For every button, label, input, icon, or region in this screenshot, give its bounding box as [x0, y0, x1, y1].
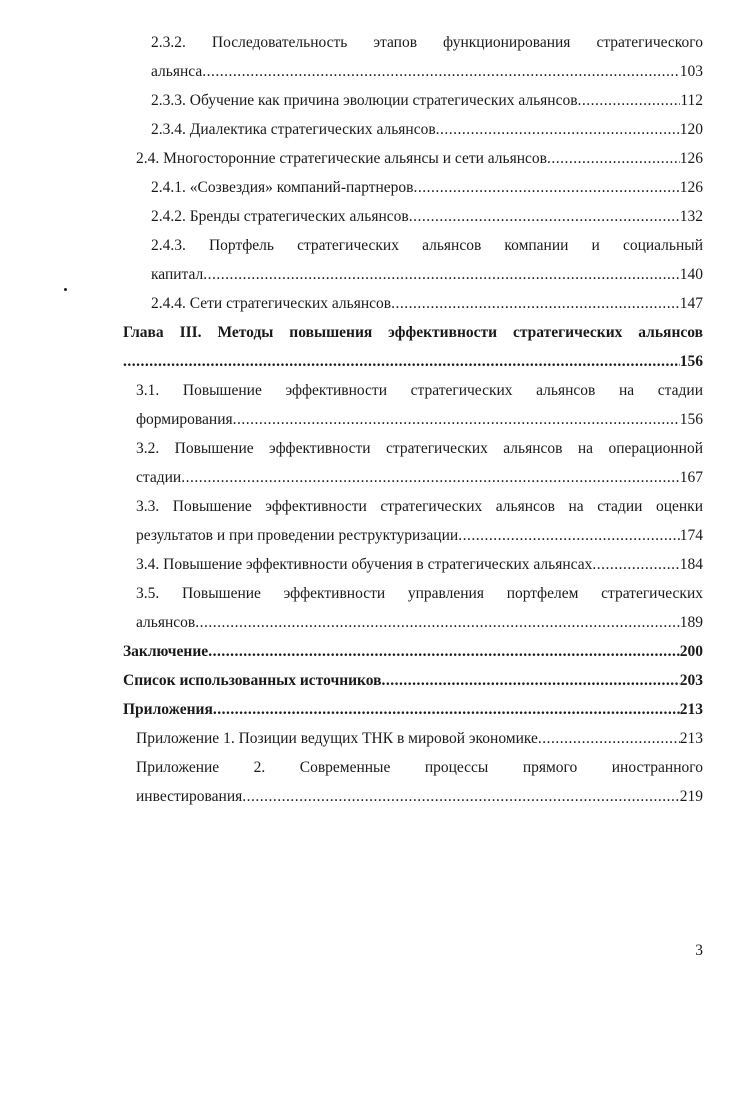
leader-dots	[242, 782, 680, 811]
toc-entry-page: 213	[679, 701, 703, 718]
toc-entry-leader-row	[123, 666, 703, 695]
toc-entry-leader-row	[151, 86, 703, 115]
toc-entry	[136, 753, 703, 811]
toc-entry-page: 120	[679, 121, 703, 138]
toc-entry	[123, 695, 703, 724]
leader-dots	[538, 724, 680, 753]
leader-dots	[213, 695, 680, 724]
toc-entry-page: 167	[679, 469, 703, 486]
leader-dots	[436, 115, 680, 144]
toc-entry-leader-row	[151, 289, 703, 318]
leader-dots	[181, 463, 680, 492]
toc-entry-title: результатов и при проведении реструктуризации	[136, 527, 459, 544]
leader-dots	[382, 666, 680, 695]
toc-entry-title: альянсов	[136, 614, 196, 631]
scan-speck	[64, 288, 67, 291]
toc-entry-leader-row	[123, 347, 703, 376]
toc-entry	[151, 173, 703, 202]
toc-entry	[136, 376, 703, 434]
toc-entry-title: 2.4.2. Бренды стратегических альянсов	[151, 208, 409, 225]
toc-entry-page: 103	[679, 63, 703, 80]
toc-entry-leader-row	[151, 202, 703, 231]
toc-entry-leader-row	[136, 463, 703, 492]
toc-entry-title-line: 3.3. Повышение эффективности стратегических альянсов на стадии оценки	[136, 498, 703, 515]
toc-entry-page: 132	[679, 208, 703, 225]
toc-entry	[151, 231, 703, 289]
toc-entry-title: Список использованных источников	[123, 672, 382, 689]
toc-entry-title: инвестирования	[136, 788, 243, 805]
toc-entry	[151, 289, 703, 318]
leader-dots	[592, 550, 679, 579]
toc-entry-leader-row	[136, 724, 703, 753]
toc-entry-leader-row	[123, 695, 703, 724]
leader-dots	[458, 521, 680, 550]
toc-entry-title-line: 3.2. Повышение эффективности стратегических альянсов на операционной	[136, 440, 703, 457]
toc-entry-page: 140	[679, 266, 703, 283]
leader-dots	[414, 173, 680, 202]
toc-entry-title-line: 3.5. Повышение эффективности управления портфелем стратегических	[136, 585, 703, 602]
leader-dots	[409, 202, 680, 231]
toc-entry-title: 3.4. Повышение эффективности обучения в стратегических альянсах	[136, 556, 593, 573]
toc-entry-title: Приложение 1. Позиции ведущих ТНК в мировой экономике	[136, 730, 538, 747]
toc-entry-title: 2.3.3. Обучение как причина эволюции стратегических альянсов	[151, 92, 578, 109]
toc-entry-title-line: 3.1. Повышение эффективности стратегических альянсов на стадии	[136, 382, 703, 399]
toc-entry-title: 2.4.4. Сети стратегических альянсов	[151, 295, 392, 312]
toc-entry-title: 2.4.1. «Созвездия» компаний-партнеров	[151, 179, 414, 196]
toc-entry	[136, 144, 703, 173]
toc-entry-title: 2.4. Многосторонние стратегические альянсы и сети альянсов	[136, 150, 547, 167]
toc-entry-title-line: 2.3.2. Последовательность этапов функционирования стратегического	[151, 34, 703, 51]
toc-entry-leader-row	[151, 260, 703, 289]
toc-entry-title: альянса	[151, 63, 203, 80]
toc-entry-leader-row	[136, 144, 703, 173]
toc-entry-page: 203	[679, 672, 703, 689]
toc-entry	[151, 202, 703, 231]
toc-entry	[136, 550, 703, 579]
toc-entry-leader-row	[136, 405, 703, 434]
toc-entry-title-line: 2.4.3. Портфель стратегических альянсов компании и социальный	[151, 237, 703, 254]
leader-dots	[233, 405, 680, 434]
toc-entry-title: формирования	[136, 411, 233, 428]
toc-entry	[123, 637, 703, 666]
leader-dots	[391, 289, 680, 318]
toc-entry-title: капитал	[151, 266, 204, 283]
toc-entry-page: 184	[679, 556, 703, 573]
toc-entry-leader-row	[136, 550, 703, 579]
toc-entry-leader-row	[136, 608, 703, 637]
toc-entry	[136, 579, 703, 637]
toc-entry-page: 213	[679, 730, 703, 747]
toc-entry-title: Приложения	[123, 701, 213, 718]
toc-entry	[151, 115, 703, 144]
toc-entry	[151, 86, 703, 115]
toc-entry-title: 2.3.4. Диалектика стратегических альянсов	[151, 121, 436, 138]
leader-dots	[202, 57, 680, 86]
toc-entry-page: 219	[679, 788, 703, 805]
leader-dots	[208, 637, 680, 666]
toc-entry-title: стадии	[136, 469, 182, 486]
toc-entry-leader-row	[151, 115, 703, 144]
toc-entry-leader-row	[136, 521, 703, 550]
toc-entry-title-line: Приложение 2. Современные процессы прямого иностранного	[136, 759, 703, 776]
toc-entry-page: 174	[679, 527, 703, 544]
toc-entry-title-line: Глава III. Методы повышения эффективности стратегических альянсов	[123, 324, 703, 341]
leader-dots	[203, 260, 679, 289]
toc-entry-page: 126	[679, 150, 703, 167]
toc-entry-page: 200	[679, 643, 703, 660]
leader-dots	[578, 86, 681, 115]
toc-entry-page: 156	[679, 353, 703, 370]
toc-entry	[151, 28, 703, 86]
toc-entry-leader-row	[151, 57, 703, 86]
toc-entry-page: 189	[679, 614, 703, 631]
toc-entry-page: 126	[679, 179, 703, 196]
leader-dots	[547, 144, 680, 173]
toc-entry	[123, 666, 703, 695]
leader-dots	[123, 347, 680, 376]
toc-entry	[136, 492, 703, 550]
leader-dots	[195, 608, 680, 637]
toc-entry	[136, 434, 703, 492]
toc-entry-page: 156	[679, 411, 703, 428]
toc-entry-page: 112	[680, 92, 703, 109]
toc-entry-leader-row	[123, 637, 703, 666]
page-number: 3	[695, 942, 703, 959]
toc-entry-leader-row	[151, 173, 703, 202]
toc-entry-leader-row	[136, 782, 703, 811]
toc-entry	[136, 724, 703, 753]
toc-entry-page: 147	[679, 295, 703, 312]
toc-entry	[123, 318, 703, 376]
toc-entry-title: Заключение	[123, 643, 209, 660]
